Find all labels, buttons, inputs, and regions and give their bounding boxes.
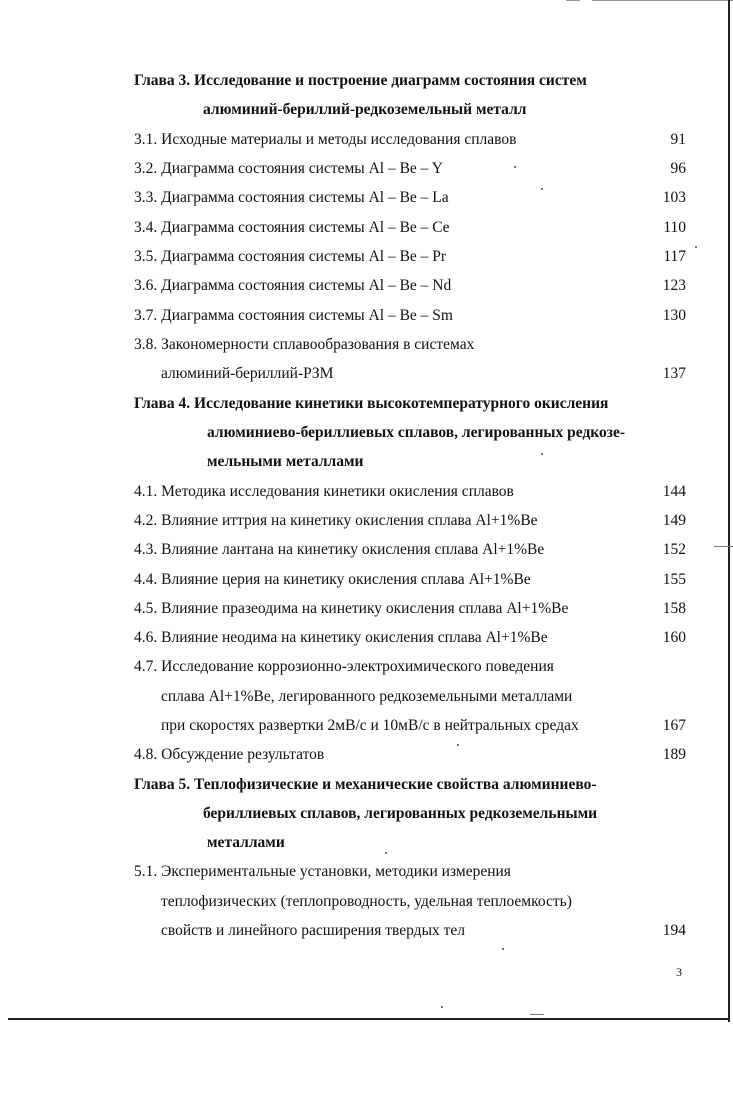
toc-page-3-3: 103: [662, 189, 686, 206]
toc-page-4-3: 152: [662, 541, 686, 558]
toc-entry-4-6: 4.6. Влияние неодима на кинетику окисления сплава Al+1%Be: [134, 629, 548, 646]
toc-entry-3-6: 3.6. Диаграмма состояния системы Al – Be – Nd: [134, 277, 452, 294]
toc-page-4-8: 189: [662, 746, 686, 763]
toc-entry-4-1: 4.1. Методика исследования кинетики окисления сплавов: [134, 483, 514, 500]
toc-page-4-1: 144: [662, 483, 686, 500]
page-number: 3: [676, 965, 682, 979]
scan-edge-right: [728, 0, 730, 1022]
scan-speck: [541, 188, 543, 190]
toc-entry-4-7-line-1: 4.7. Исследование коррозионно-электрохимического поведения: [134, 658, 554, 675]
scan-speck: [502, 948, 504, 950]
toc-entry-3-1: 3.1. Исходные материалы и методы исследования сплавов: [134, 131, 517, 148]
toc-entry-3-2: 3.2. Диаграмма состояния системы Al – Be – Y: [134, 160, 443, 177]
scan-speck: [514, 166, 516, 168]
toc-page-3-6: 123: [662, 277, 686, 294]
toc-page-4-7: 167: [662, 717, 686, 734]
toc-page-3-8: 137: [662, 365, 686, 382]
chapter-3-title-line-1: Глава 3. Исследование и построение диаграмм состояния систем: [134, 72, 587, 89]
toc-entry-3-8-line-1: 3.8. Закономерности сплавообразования в системах: [134, 336, 475, 353]
toc-page-5-1: 194: [662, 922, 686, 939]
toc-entry-4-8: 4.8. Обсуждение результатов: [134, 746, 325, 763]
toc-entry-4-7-line-2: сплава Al+1%Be, легированного редкоземельными металлами: [161, 688, 573, 705]
chapter-5-title-line-3: металлами: [207, 834, 285, 851]
chapter-4-title-line-2: алюминиево-бериллиевых сплавов, легированных редкозе-: [207, 424, 626, 441]
chapter-4-title-line-3: мельными металлами: [207, 453, 364, 470]
toc-page-3-5: 117: [663, 248, 686, 265]
toc-entry-4-5: 4.5. Влияние празеодима на кинетику окисления сплава Al+1%Be: [134, 600, 569, 617]
toc-entry-5-1-line-1: 5.1. Экспериментальные установки, методики измерения: [134, 863, 511, 880]
scan-dash-bottom: [530, 1014, 544, 1015]
toc-entry-3-3: 3.3. Диаграмма состояния системы Al – Be – La: [134, 189, 449, 206]
toc-entry-4-2: 4.2. Влияние иттрия на кинетику окисления сплава Al+1%Be: [134, 512, 538, 529]
scan-tick-right: [714, 546, 733, 547]
scan-speck: [385, 852, 387, 854]
toc-page-3-4: 110: [663, 219, 686, 236]
toc-entry-3-5: 3.5. Диаграмма состояния системы Al – Be – Pr: [134, 248, 447, 265]
scan-speck: [541, 453, 543, 455]
toc-page-4-5: 158: [662, 600, 686, 617]
toc-entry-3-8-line-2: алюминий-бериллий-РЗМ: [161, 365, 334, 382]
toc-entry-3-4: 3.4. Диаграмма состояния системы Al – Be – Ce: [134, 219, 450, 236]
toc-page-3-7: 130: [662, 307, 686, 324]
toc-entry-4-4: 4.4. Влияние церия на кинетику окисления сплава Al+1%Be: [134, 571, 531, 588]
chapter-3-title-line-2: алюминий-бериллий-редкоземельный металл: [203, 101, 527, 118]
toc-page-4-4: 155: [662, 571, 686, 588]
toc-page-4-2: 149: [662, 512, 686, 529]
chapter-5-title-line-1: Глава 5. Теплофизические и механические свойства алюминиево-: [134, 776, 597, 793]
toc-entry-5-1-line-2: теплофизических (теплопроводность, удельная теплоемкость): [161, 893, 572, 910]
toc-page-3-2: 96: [670, 160, 686, 177]
scan-speck: [457, 744, 459, 746]
toc-entry-4-3: 4.3. Влияние лантана на кинетику окисления сплава Al+1%Be: [134, 541, 545, 558]
toc-entry-4-7-line-3: при скоростях развертки 2мВ/с и 10мВ/с в нейтральных средах: [161, 717, 579, 734]
scan-edge-top-dash: [566, 0, 580, 1]
toc-entry-3-7: 3.7. Диаграмма состояния системы Al – Be – Sm: [134, 307, 453, 324]
toc-entry-5-1-line-3: свойств и линейного расширения твердых тел: [161, 922, 465, 939]
chapter-5-title-line-2: бериллиевых сплавов, легированных редкоземельными: [203, 805, 598, 822]
scan-speck: [441, 1006, 443, 1008]
scan-edge-top: [592, 0, 733, 1]
toc-page-4-6: 160: [662, 629, 686, 646]
toc-page-3-1: 91: [670, 131, 686, 148]
chapter-4-title-line-1: Глава 4. Исследование кинетики высокотемпературного окисления: [134, 395, 609, 412]
scan-speck: [695, 246, 697, 248]
scan-edge-bottom: [8, 1018, 730, 1020]
